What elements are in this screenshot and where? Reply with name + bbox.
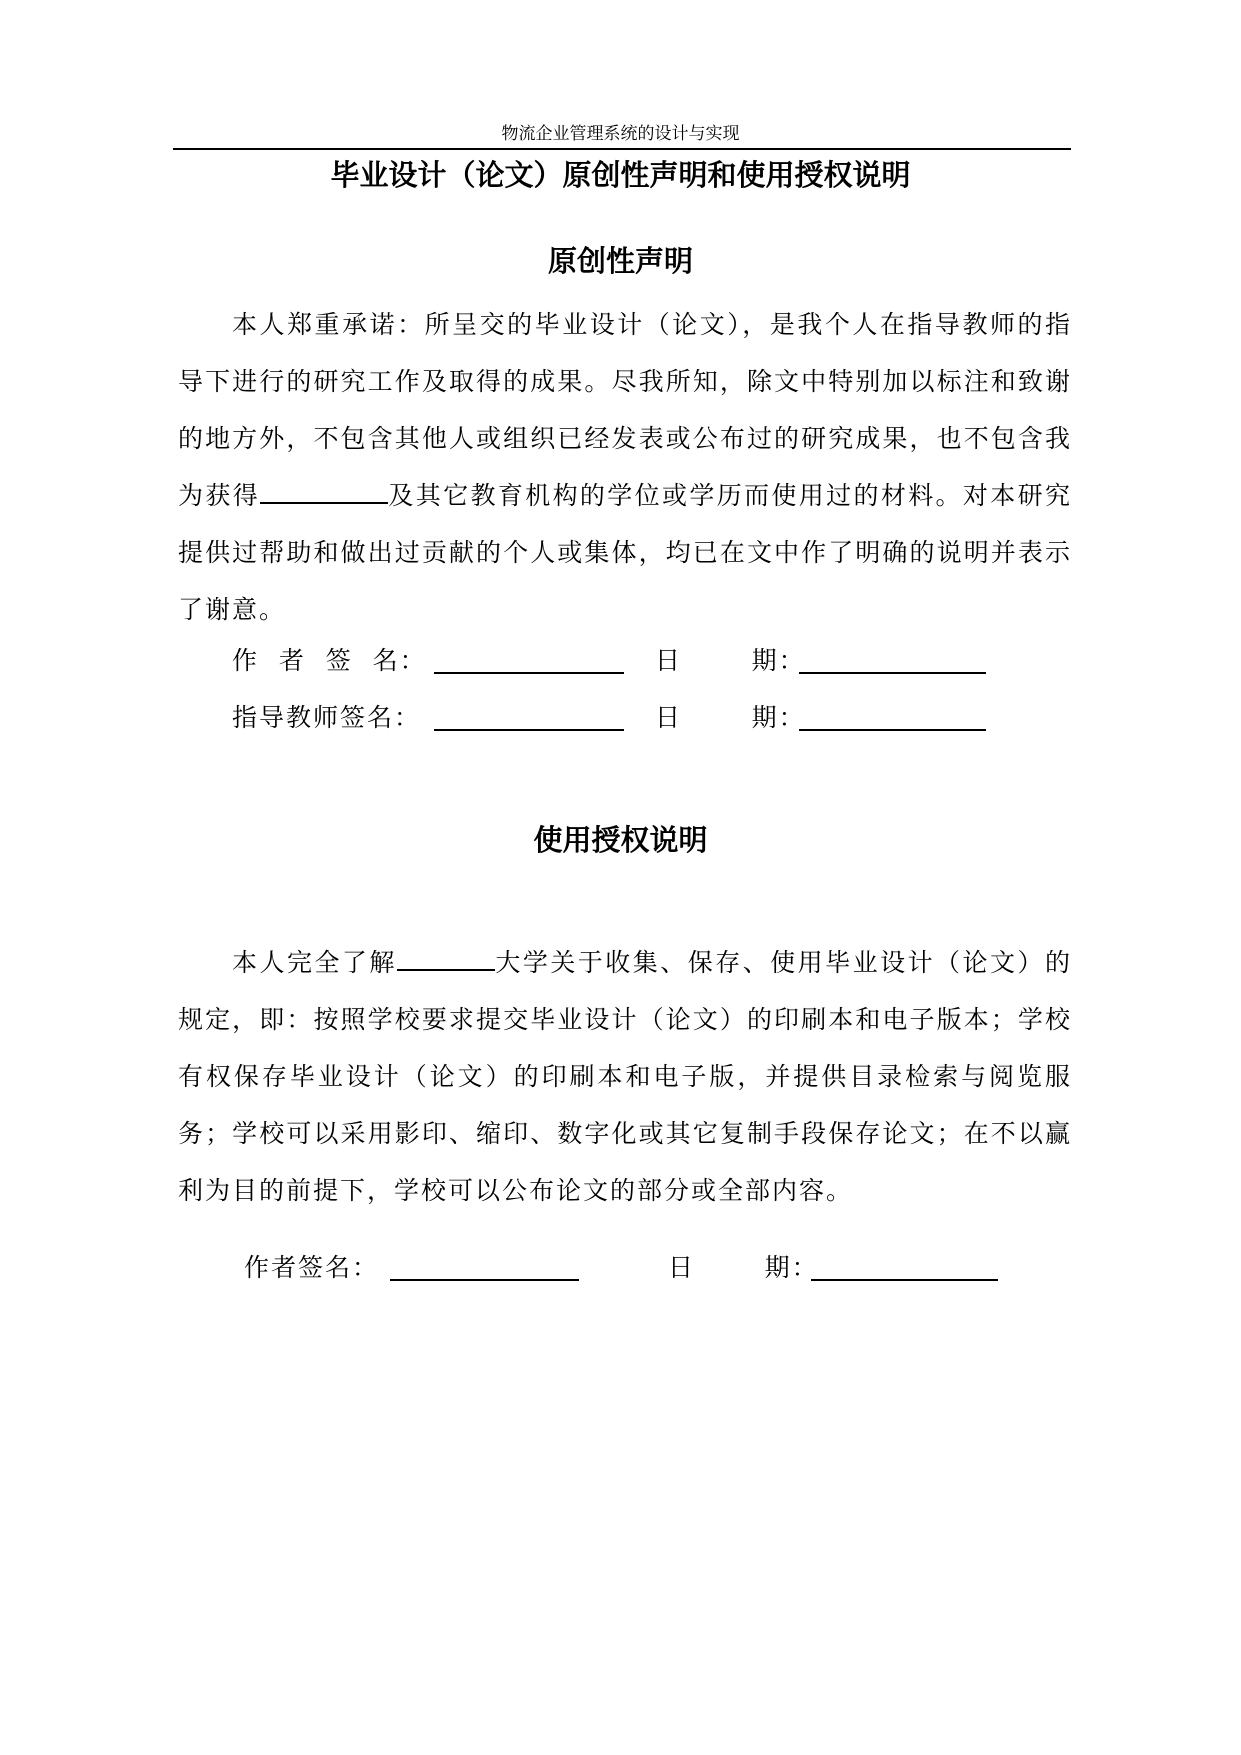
originality-text-part-1: 本人郑重承诺：所呈交的毕业设计（论文），是我个人在指导教师的指导下进行的研究工作及取得的成果。尽我所知，除文中特别加以标注和致谢的地方外，不包含其他人或组织已经发表或公布过的研究成果，也不包含我为获得 [178,310,1072,510]
authorization-signature-row [0,1248,1241,1288]
authorization-statement [178,934,1072,1219]
institution-blank[interactable] [260,476,388,504]
author-signature-field[interactable] [434,672,624,674]
authorization-date-field[interactable] [811,1279,998,1281]
author-date-field[interactable] [799,672,986,674]
document-title: 毕业设计（论文）原创性声明和使用授权说明 [330,158,911,192]
author-signature-label: 作 者 签 名： [232,646,427,675]
advisor-signature-row [0,698,1241,738]
originality-heading: 原创性声明 [547,244,693,278]
author-date-label: 日 期： [655,646,806,675]
authorization-text-part-1: 本人完全了解 [232,948,397,977]
authorization-signature-label: 作者签名： [244,1253,380,1282]
authorization-text-part-2: 大学关于收集、保存、使用毕业设计（论文）的规定，即：按照学校要求提交毕业设计（论文）的印刷本和电子版本；学校有权保存毕业设计（论文）的印刷本和电子版，并提供目录检索与阅览服务；学校可以采用影印、缩印、数字化或其它复制手段保存论文；在不以赢利为目的前提下，学校可以公布论文的部分或全部内容。 [178,948,1072,1205]
author-signature-row [0,641,1241,681]
university-blank[interactable] [397,943,495,971]
originality-statement [178,296,1072,638]
advisor-signature-label: 指导教师签名： [232,703,422,732]
advisor-date-field[interactable] [799,729,986,731]
header-rule [173,148,1071,150]
authorization-signature-field[interactable] [390,1279,579,1281]
authorization-heading: 使用授权说明 [533,823,708,857]
originality-text-part-2: 及其它教育机构的学位或学历而使用过的材料。对本研究提供过帮助和做出过贡献的个人或集体，均已在文中作了明确的说明并表示了谢意。 [178,481,1072,624]
advisor-signature-field[interactable] [434,729,624,731]
authorization-date-label: 日 期： [668,1253,819,1282]
running-header: 物流企业管理系统的设计与实现 [501,124,740,144]
advisor-date-label: 日 期： [655,703,806,732]
